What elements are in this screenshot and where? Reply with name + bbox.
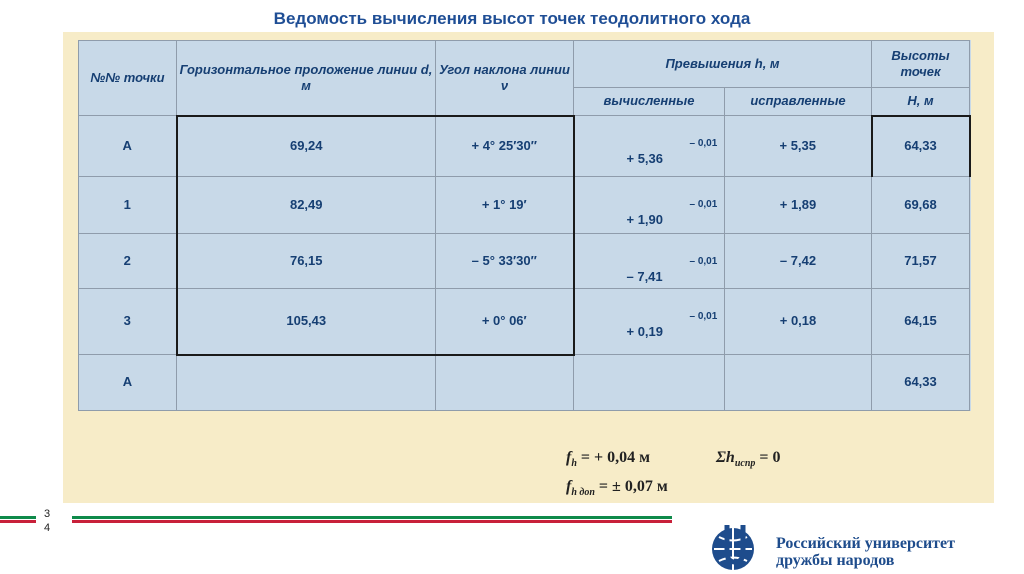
fh-symbol: f [566,449,572,466]
fh-value: = + 0,04 м [576,449,651,466]
cell-distance: 82,49 [177,177,436,234]
correction-value: – 0,01 [689,256,718,267]
stripe-green-left [0,516,36,519]
header-angle: Угол наклона линии ν [436,41,574,116]
sum-subscript: испр [734,458,756,470]
cell-point: A [79,116,177,177]
university-name [776,535,955,569]
fh-subscript: h [571,458,577,470]
fhdop-symbol: f [566,478,572,495]
cell-height: 64,33 [872,355,970,411]
cell-distance: 105,43 [177,289,436,355]
cell-corrected: + 5,35 [725,116,872,177]
computed-value: – 7,41 [626,269,663,284]
correction-value: – 0,01 [689,199,718,210]
cell-corrected [725,355,872,411]
page-title: Ведомость вычисления высот точек теодолитного хода [273,9,751,28]
computed-value: + 1,90 [626,212,664,227]
correction-value: – 0,01 [689,311,718,322]
sum-symbol: Σh [716,449,735,466]
cell-angle: + 0° 06′ [436,289,574,355]
university-name-line2: дружбы народов [776,552,895,569]
cell-angle [436,355,574,411]
cell-corrected: + 0,18 [725,289,872,355]
cell-corrected: + 1,89 [725,177,872,234]
stripe-green [72,516,672,519]
sum-formula [716,449,781,469]
allowed-misclosure-formula [566,478,668,498]
cell-point: 2 [79,234,177,289]
cell-angle: + 1° 19′ [436,177,574,234]
cell-height: 69,68 [872,177,970,234]
cell-angle: – 5° 33′30″ [436,234,574,289]
cell-point: A [79,355,177,411]
sum-value: = 0 [755,449,781,466]
table-row [79,355,970,411]
table-row [79,177,970,234]
cell-height: 64,33 [872,116,970,177]
table-row [79,289,970,355]
header-heights: Высоты точек [872,41,970,88]
cell-distance: 76,15 [177,234,436,289]
correction-value: – 0,01 [689,138,718,149]
cell-distance: 69,24 [177,116,436,177]
elevation-table [78,40,971,411]
university-name-line1: Российский университет [776,535,955,552]
fhdop-subscript: h доп [571,487,595,499]
cell-distance [177,355,436,411]
slide-number-digit: 4 [44,522,51,534]
cell-point: 1 [79,177,177,234]
cell-computed [574,177,725,234]
computed-value: + 0,19 [626,324,664,339]
header-points: №№ точки [79,41,177,116]
cell-angle: + 4° 25′30″ [436,116,574,177]
slide-number-digit: 3 [44,508,51,520]
cell-corrected: – 7,42 [725,234,872,289]
header-corrected: исправленные [725,88,872,116]
cell-computed [574,234,725,289]
misclosure-formula [566,449,650,469]
computed-value: + 5,36 [626,151,664,166]
cell-point: 3 [79,289,177,355]
cell-computed [574,289,725,355]
header-heights-unit: H, м [872,88,970,116]
table-row [79,234,970,289]
header-horizontal: Горизонтальное проложение линии d, м [177,41,436,116]
table-row [79,116,970,177]
cell-height: 64,15 [872,289,970,355]
header-computed: вычисленные [574,88,725,116]
university-logo-icon [705,522,763,572]
stripe-red [72,520,672,523]
cell-computed [574,116,725,177]
cell-computed [574,355,725,411]
slide-number [44,507,50,535]
fhdop-value: = ± 0,07 м [594,478,668,495]
header-elevations: Превышения h, м [574,41,872,88]
stripe-red-left [0,520,36,523]
cell-height: 71,57 [872,234,970,289]
